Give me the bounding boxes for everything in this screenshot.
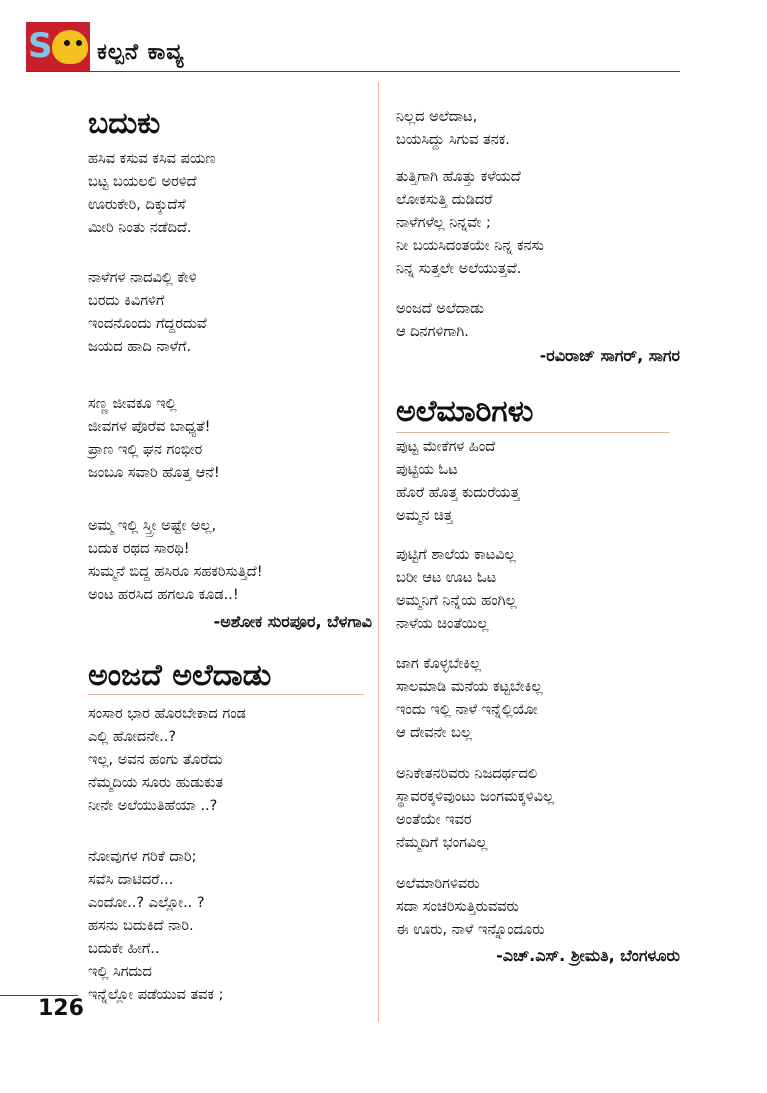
poem-line: ಲೋಕಸುತ್ತಿ ದುಡಿದರೆ	[396, 192, 493, 208]
poem-line: ಇನ್ನೆಲ್ಲೋ ಪಡೆಯುವ ತವಕ ;	[88, 987, 224, 1003]
poem-line: ಎಲ್ಲಿ ಹೋದನೇ..?	[88, 729, 177, 745]
poem-line: ನಾಳೆಗಳೆಲ್ಲ ನಿನ್ನವೇ ;	[396, 215, 491, 231]
poem-line: ಬರದು ಕಿವಿಗಳಿಗೆ	[88, 293, 165, 309]
poem-line: ನಿಲ್ಲದ ಅಲೆದಾಟ,	[396, 109, 478, 125]
poem-stanza	[88, 703, 246, 818]
poem-line: ಬದುಕ ರಥದ ಸಾರಥಿ!	[88, 541, 190, 557]
poem-title-alemarigalu: ಅಲೆಮಾರಿಗಳು	[396, 394, 534, 429]
poem-line: ಅಲೆಮಾರಿಗಳಿವರು	[396, 876, 480, 892]
logo-face-icon	[52, 30, 88, 64]
poem-line: ಪುಟ್ಟಿಗೆ ಶಾಲೆಯ ಕಾಟವಿಲ್ಲ	[396, 547, 516, 563]
poem-stanza	[396, 763, 554, 855]
poem-line: ಹಸನು ಬದುಕಿದೆ ನಾರಿ.	[88, 918, 194, 934]
title-underline	[88, 694, 364, 695]
poem-line: ಊರುಕೇರಿ, ದಿಕ್ಕುದೆಸೆ	[88, 197, 186, 213]
poem-line: ನಾಳೆಯ ಚಿಂತೆಯಿಲ್ಲ	[396, 616, 489, 632]
poem-line: ಎಂದೋ..? ಎಲ್ಲೋ.. ?	[88, 895, 205, 911]
poem-line: ಇಂದು ಇಲ್ಲಿ ನಾಳೆ ಇನ್ನೆಲ್ಲಿಯೋ	[396, 702, 538, 718]
poem-line: ಅಮ್ಮನ ಚಿತ್ತ	[396, 508, 453, 524]
poem-stanza	[88, 846, 223, 1007]
poem-stanza	[88, 515, 263, 607]
poem-stanza	[396, 873, 545, 942]
poem-line: ಬರೀ ಆಟ ಊಟ ಓಟ	[396, 570, 497, 586]
poem-line: ಬಯಸಿದ್ದು ಸಿಗುವ ತನಕ.	[396, 132, 510, 148]
poem-line: ಅಮ್ಮ ಇಲ್ಲಿ ಸ್ತ್ರೀ ಅಷ್ಟೇ ಅಲ್ಲ,	[88, 518, 217, 534]
poem-line: ಸಂಸಾರ ಭಾರ ಹೊರಬೇಕಾದ ಗಂಡ	[88, 706, 246, 722]
poem-line: ಹೊರೆ ಹೊತ್ತ ಕುದುರೆಯತ್ತ	[396, 485, 520, 501]
poem-line: ಜಯದ ಹಾದಿ ನಾಳೆಗೆ.	[88, 339, 192, 355]
poem-line: ನೀನೇ ಅಲೆಯುತಿಹೆಯಾ ..?	[88, 798, 218, 814]
section-title: ಕಲ್ಪನೆ ಕಾವ್ಯ	[97, 40, 185, 65]
poem-line: ಜಂಬೂ ಸವಾರಿ ಹೊತ್ತ ಆನೆ!	[88, 465, 220, 481]
poem-line: ಮೀರಿ ನಿಂತು ನಡೆದಿದೆ.	[88, 220, 192, 236]
page-number: 126	[38, 996, 84, 1021]
logo-mark-icon: S	[28, 26, 53, 66]
poem-title-baduku: ಬದುಕು	[88, 106, 161, 141]
poem-line: ಅನಿಕೇತನರಿವರು ನಿಜದರ್ಥದಲಿ	[396, 766, 538, 782]
poem-line: ಸಣ್ಣ ಜೀವಕೂ ಇಲ್ಲಿ	[88, 396, 177, 412]
logo-eye-left	[64, 40, 70, 46]
poem-line: ಇಲ್ಲ, ಅವನ ಹಂಗು ತೊರೆದು	[88, 752, 223, 768]
magazine-logo	[26, 22, 90, 72]
poem-stanza	[396, 544, 517, 636]
poem-stanza	[396, 166, 544, 281]
poem-line: ಆ ದಿನಗಳಿಗಾಗಿ.	[396, 324, 469, 340]
poem-line: ಹಸಿವ ಕಸುವ ಕಸಿವ ಪಯಣ	[88, 151, 216, 167]
poem-line: ಸ್ಥಾವರಕ್ಕಳಿವುಂಟು ಜಂಗಮಕ್ಕಳಿವಿಲ್ಲ	[396, 789, 555, 805]
poem-line: ನೋವುಗಳ ಗರಿಕೆ ದಾರಿ;	[88, 849, 197, 865]
poem-line: ಸುಮ್ಮನೆ ಬಿದ್ದ ಹಸಿರೂ ಸಹಕರಿಸುತ್ತಿದೆ!	[88, 564, 263, 580]
column-divider	[378, 82, 379, 1022]
poem-line: ಪುಟ್ಟಿಯ ಓಟ	[396, 462, 458, 478]
poem-line: ನಿನ್ನ ಸುತ್ತಲೇ ಅಲೆಯುತ್ತವೆ.	[396, 261, 522, 277]
poem-line: ಅಂತೆಯೇ ಇವರ	[396, 812, 472, 828]
poem-line: ನೆಮ್ಮದಿಗೆ ಭಂಗವಿಲ್ಲ	[396, 835, 488, 851]
poem-line: ನೆಮ್ಮದಿಯ ಸೂರು ಹುಡುಕುತ	[88, 775, 224, 791]
poem-line: ಬದುಕೇ ಹೀಗೆ..	[88, 941, 160, 957]
poem-line: ಸಾಲಮಾಡಿ ಮನೆಯ ಕಟ್ಟಬೇಕಿಲ್ಲ	[396, 679, 543, 695]
poem-title-anjade: ಅಂಜದೆ ಅಲೆದಾಡು	[88, 658, 272, 693]
poem-stanza	[396, 653, 543, 745]
poem-line: ಆ ದೇವನೇ ಬಲ್ಲ	[396, 725, 472, 741]
poem-author: -ಎಚ್.ಎಸ್. ಶ್ರೀಮತಿ, ಬೆಂಗಳೂರು	[496, 946, 680, 965]
poem-author: -ಅಶೋಕ ಸುರಪೂರ, ಬೆಳಗಾವಿ	[213, 612, 372, 631]
header-divider	[26, 71, 680, 72]
poem-line: ಸವೆಸಿ ದಾಟಿದರೆ...	[88, 872, 174, 888]
poem-stanza	[396, 436, 520, 528]
poem-line: ಪುಟ್ಟ ಮೇಕೆಗಳ ಹಿಂದೆ	[396, 439, 496, 455]
poem-stanza	[88, 148, 216, 240]
poem-line: ಇಲ್ಲಿ ಸಿಗದುದ	[88, 964, 152, 980]
poem-line: ಜೀವಗಳ ಪೊರೆವ ಬಾಧ್ಯತೆ!	[88, 419, 211, 435]
title-underline	[396, 432, 670, 433]
poem-line: ಅಮ್ಮನಿಗೆ ನಿನ್ನೆಯ ಹಂಗಿಲ್ಲ	[396, 593, 517, 609]
poem-line: ಅಂಜದೆ ಅಲೆದಾಡು	[396, 301, 485, 317]
logo-eye-right	[76, 40, 82, 46]
poem-line: ನಾಳೆಗಳ ನಾದವಿಲ್ಲಿ ಕೇಳಿ	[88, 270, 197, 286]
poem-line: ಇಂದನೊಂದು ಗೆದ್ದರದುವೆ	[88, 316, 207, 332]
poem-line: ಪ್ರಾಣ ಇಲ್ಲಿ ಘನ ಗಂಭೀರ	[88, 442, 203, 458]
poem-author: -ರವಿರಾಜ್ ಸಾಗರ್, ಸಾಗರ	[539, 346, 680, 365]
poem-line: ಬಟ್ಟ ಬಯಲಲಿ ಅರಳಿದೆ	[88, 174, 197, 190]
poem-line: ನೀ ಬಯಸಿದಂತಯೇ ನಿನ್ನ ಕನಸು	[396, 238, 544, 254]
poem-stanza	[396, 106, 510, 152]
poem-line: ಸದಾ ಸಂಚರಿಸುತ್ತಿರುವವರು	[396, 899, 519, 915]
poem-stanza	[396, 298, 484, 344]
poem-stanza	[88, 393, 220, 485]
poem-line: ಈ ಊರು, ನಾಳೆ ಇನ್ನೊಂದೂರು	[396, 922, 545, 938]
poem-line: ಅಂಟ ಹರಸಿದ ಹಗಲೂ ಕೂಡ..!	[88, 587, 239, 603]
poem-line: ಜಾಗ ಕೊಳ್ಳಬೇಕಿಲ್ಲ	[396, 656, 482, 672]
poem-line: ತುತ್ತಿಗಾಗಿ ಹೊತ್ತು ಕಳೆಯದೆ	[396, 169, 521, 185]
poem-stanza	[88, 267, 207, 359]
